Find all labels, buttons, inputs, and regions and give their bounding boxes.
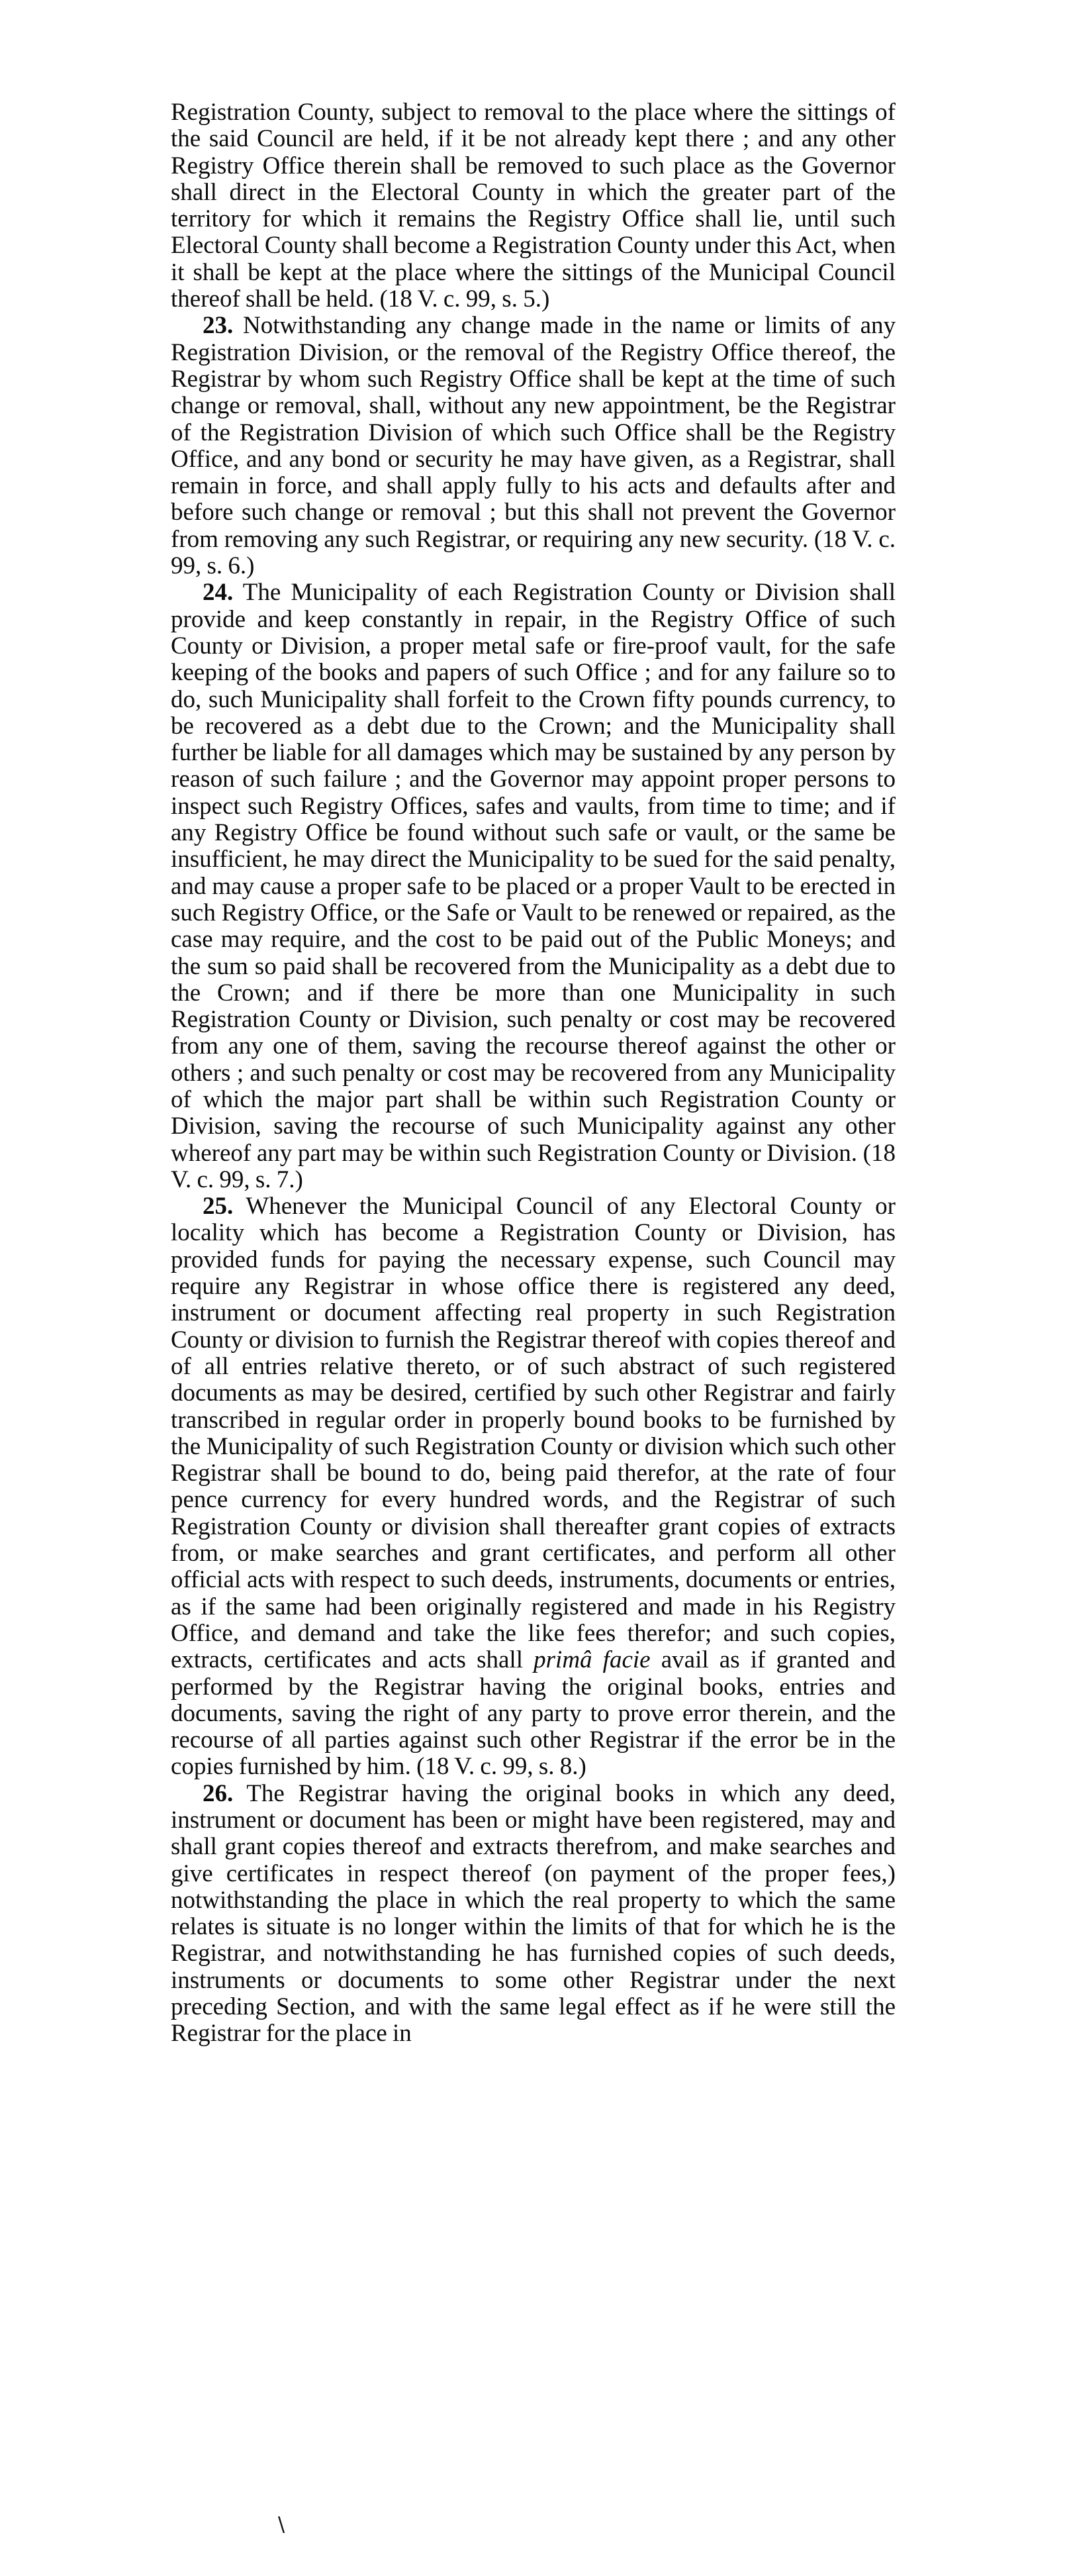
section-24 (171, 579, 896, 1193)
section-text: Notwithstanding any change made in the name or limits of any Registration Division, or the removal of the Registry Office thereof, the Registrar by whom such Registry Office shall be kept at the time of such change or removal, shall, without any new appointment, be the Registrar of the Registration Division of which such Office shall be the Registry Office, and any bond or security he may have given, as a Registrar, shall remain in force, and shall apply fully to his acts and defaults after and before such change or removal ; but this shall not prevent the Governor from removing any such Registrar, or requiring any new security. (18 V. c. 99, s. 6.) (171, 312, 896, 580)
section-text: The Municipality of each Registration County or Division shall provide and keep constantly in repair, in the Registry Office of such County or Division, a proper metal safe or fire-proof vault, for the safe keeping of the books and papers of such Office ; and for any failure so to do, such Municipality shall forfeit to the Crown fifty pounds currency, to be recovered as a debt due to the Crown; and the Municipality shall further be liable for all damages which may be sustained by any person by reason of such failure ; and the Governor may appoint proper persons to inspect such Registry Offices, safes and vaults, from time to time; and if any Registry Office be found without such safe or vault, or the same be insufficient, he may direct the Municipality to be sued for the said penalty, and may cause a proper safe to be placed or a proper Vault to be erected in such Registry Office, or the Safe or Vault to be renewed or repaired, as the case may require, and the cost to be paid out of the Public Moneys; and the sum so paid shall be recovered from the Municipality as a debt due to the Crown; and if there be more than one Municipality in such Registration County or Division, such penalty or cost may be recovered from any one of them, saving the recourse thereof against the other or others ; and such penalty or cost may be recovered from any Municipality of which the major part shall be within such Registration County or Division, saving the recourse of such Municipality against any other whereof any part may be within such Registration County or Division. (18 V. c. 99, s. 7.) (171, 579, 896, 1193)
section-25 (171, 1193, 896, 1781)
body-text-column (171, 99, 896, 2048)
section-text-before-italic: Whenever the Municipal Council of any Electoral County or locality which has become a Registration County or Division, has provided funds for paying the necessary expense, such Council may require any Registrar in whose office there is registered any deed, instrument or document affecting real property in such Registration County or division to furnish the Registrar thereof with copies thereof and of all entries relative thereto, or of such abstract of such registered documents as may be desired, certified by such other Registrar and fairly transcribed in regular order in properly bound books to be furnished by the Municipality of such Registration County or division which such other Registrar shall be bound to do, being paid therefor, at the rate of four pence currency for every hundred words, and the Registrar of such Registration County or division shall thereafter grant copies of extracts from, or make searches and grant certificates, and perform all other official acts with respect to such deeds, instruments, documents or entries, as if the same had been originally registered and made in his Registry Office, and demand and take the like fees therefor; and such copies, extracts, certificates and acts shall (171, 1193, 896, 1674)
section-23 (171, 313, 896, 579)
section-number: 23. (203, 312, 234, 340)
opening-paragraph-text: Registration County, subject to removal to the place where the sittings of the said Council are held, if it be not already kept there ; and any other Registry Office therein shall be removed to such place as the Governor shall direct in the Electoral County in which the greater part of the territory for which it remains the Registry Office shall lie, until such Electoral County shall become a Registration County under this Act, when it shall be kept at the place where the sittings of the Municipal Council thereof shall be held. (18 V. c. 99, s. 5.) (171, 99, 896, 313)
section-text-after-italic: avail as if granted and performed by the Registrar having the original books, entries and documents, saving the right of any party to prove error therein, and the recourse of all parties against such other Registrar if the error be in the copies furnished by him. (18 V. c. 99, s. 8.) (171, 1646, 896, 1781)
section-text: The Registrar having the original books in which any deed, instrument or document has been or might have been registered, may and shall grant copies thereof and extracts therefrom, and make searches and give certificates in respect thereof (on payment of the proper fees,) notwithstanding the place in which the real property to which the same relates is situate is no longer within the limits of that for which he is the Registrar, and notwithstanding he has furnished copies of such deeds, instruments or documents to some other Registrar under the next preceding Section, and with the same legal effect as if he were still the Registrar for the place in (171, 1779, 896, 2048)
italic-phrase: primâ facie (534, 1646, 651, 1674)
footer-mark: \ (278, 2513, 285, 2536)
section-number: 24. (203, 579, 234, 607)
opening-paragraph (171, 99, 896, 313)
section-number: 26. (203, 1779, 234, 1807)
section-number: 25. (203, 1193, 234, 1220)
section-26 (171, 1781, 896, 2048)
